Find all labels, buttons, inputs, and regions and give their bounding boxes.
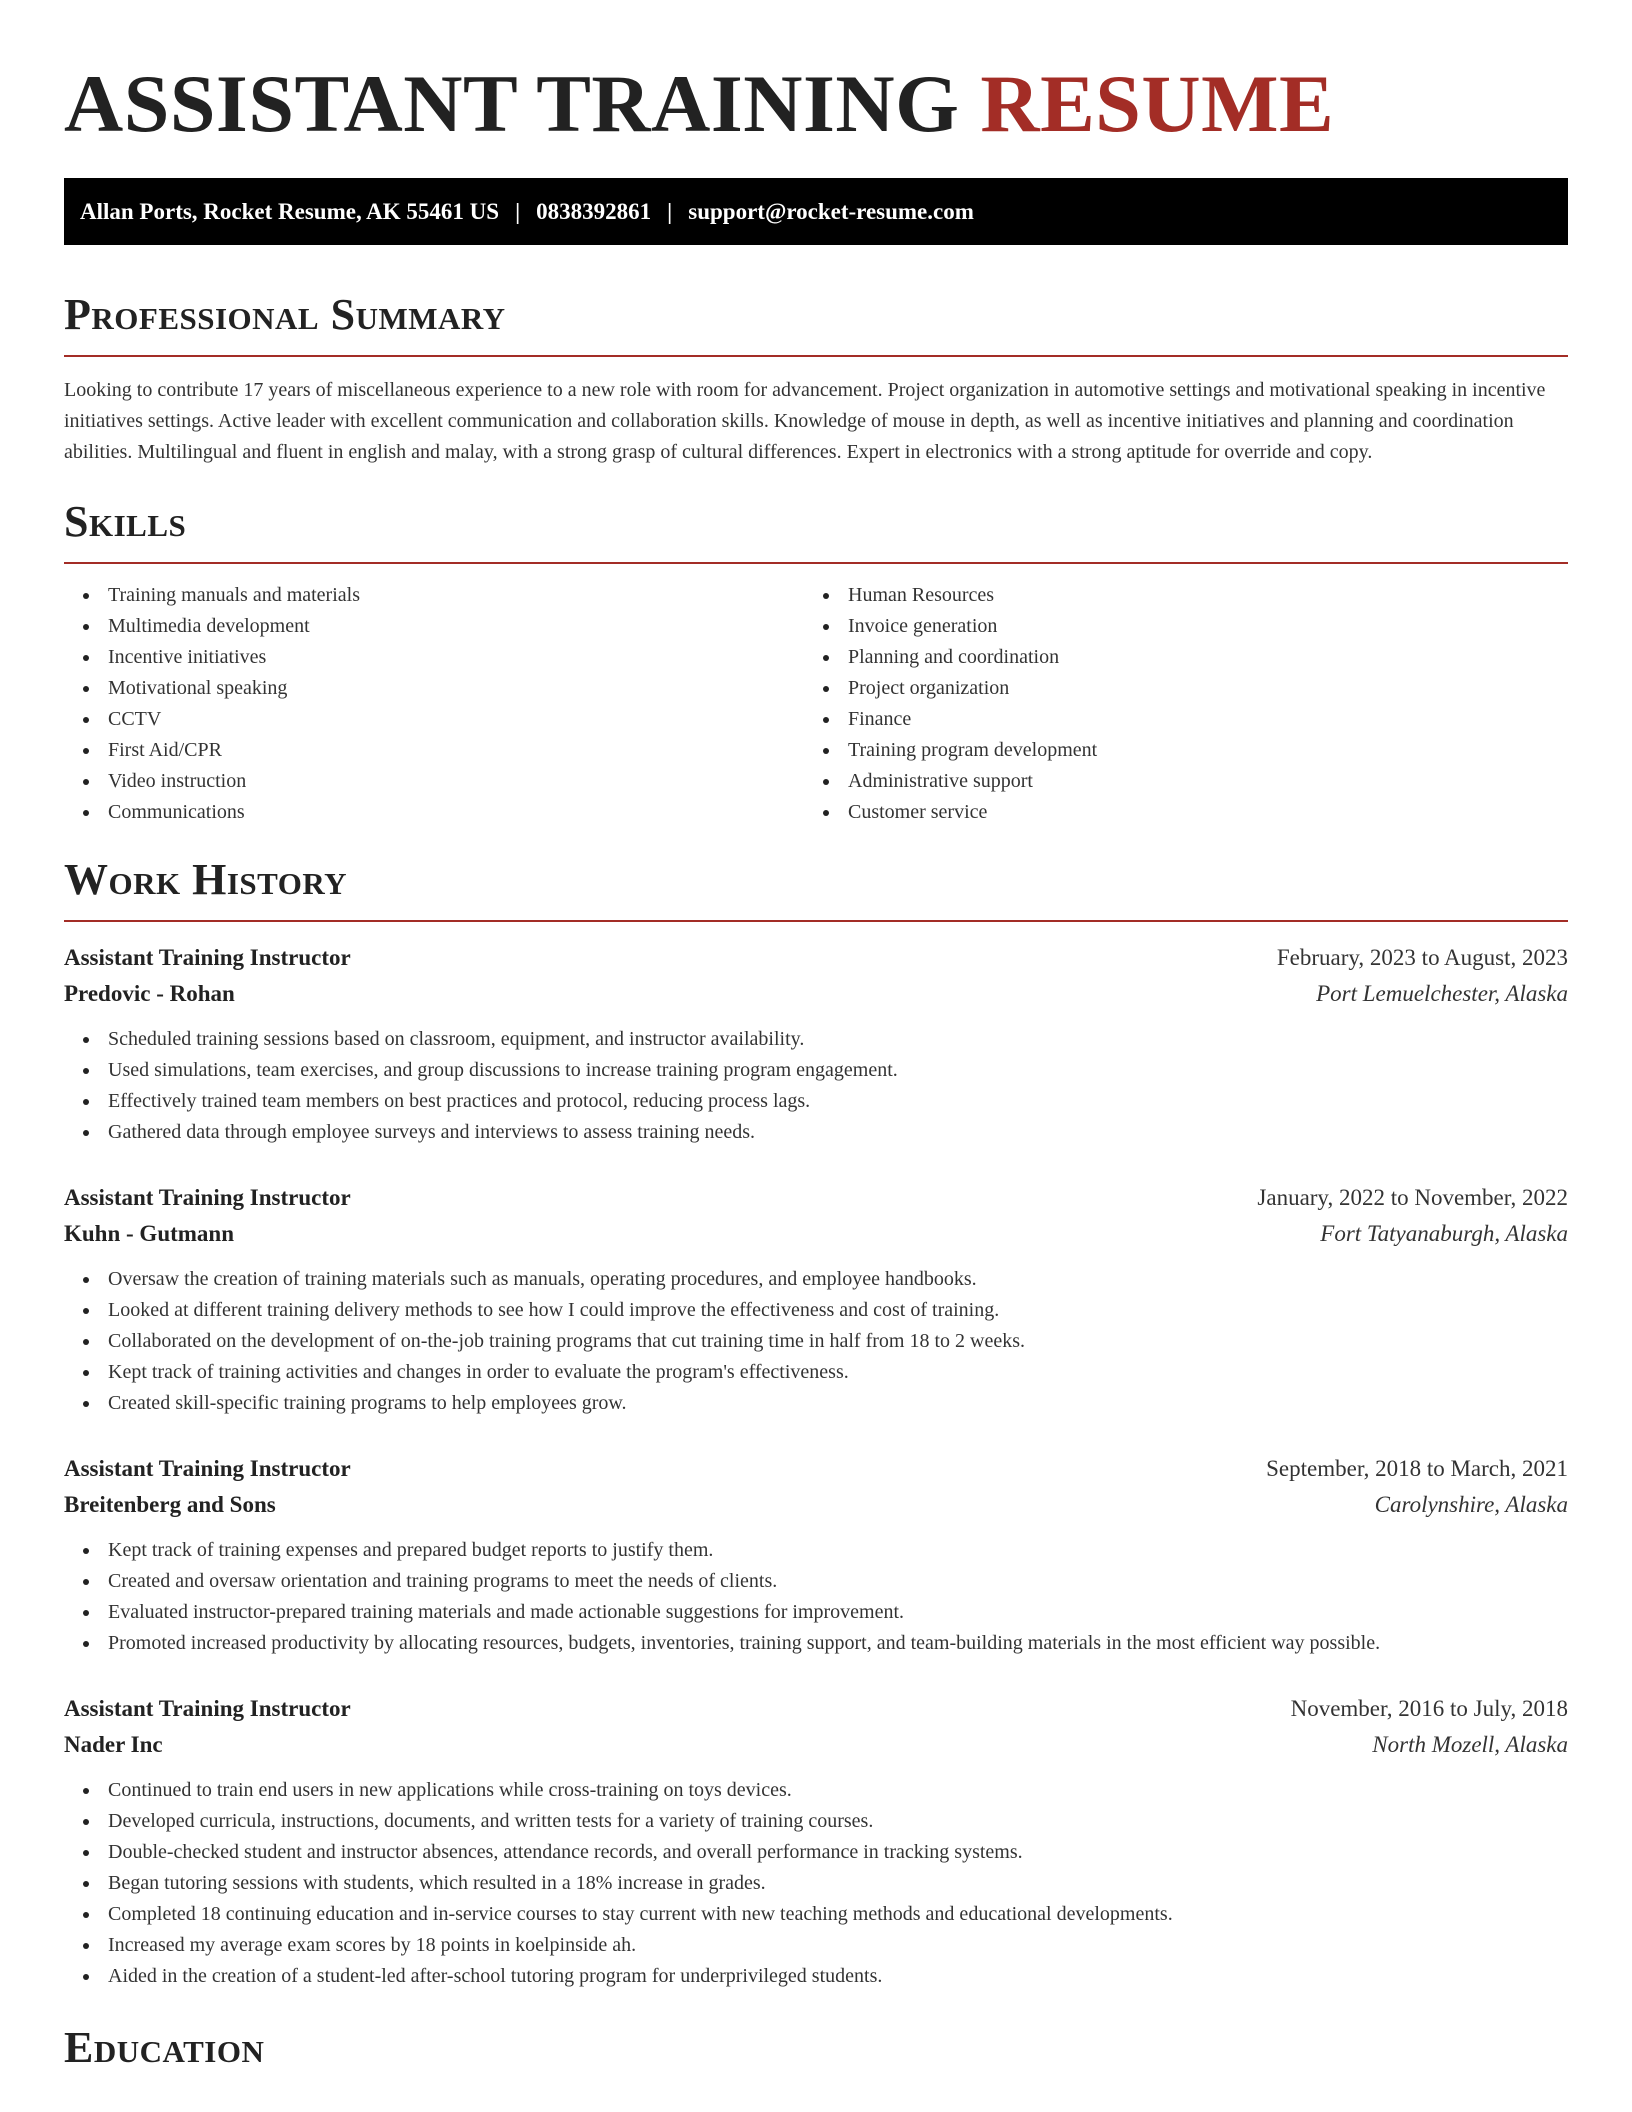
job-header-row [64, 1451, 1568, 1487]
job-company-row [64, 1727, 1568, 1763]
job-dates: February, 2023 to August, 2023 [1276, 945, 1568, 970]
job-bullet: Scheduled training sessions based on classroom, equipment, and instructor availability. [64, 1024, 1568, 1055]
skill-item: Human Resources [804, 580, 1544, 611]
skills-section [64, 496, 1568, 828]
job-bullet: Double-checked student and instructor absences, attendance records, and overall performance in tracking systems. [64, 1837, 1568, 1868]
job-company-row [64, 976, 1568, 1012]
contact-bar [64, 178, 1568, 245]
job-company: Breitenberg and Sons [64, 1492, 276, 1517]
contact-separator: | [667, 198, 673, 224]
job-title: Assistant Training Instructor [64, 1696, 351, 1721]
job-bullet: Looked at different training delivery methods to see how I could improve the effectiveness and cost of training. [64, 1295, 1568, 1326]
job-bullet: Effectively trained team members on best practices and protocol, reducing process lags. [64, 1086, 1568, 1117]
job-bullet: Aided in the creation of a student-led after-school tutoring program for underprivileged students. [64, 1961, 1568, 1992]
skill-item: First Aid/CPR [64, 735, 804, 766]
job-company-row [64, 1216, 1568, 1252]
job-bullet: Gathered data through employee surveys and interviews to assess training needs. [64, 1117, 1568, 1148]
section-divider [64, 562, 1568, 564]
work-history-section [64, 854, 1568, 1992]
job-company: Nader Inc [64, 1732, 163, 1757]
job-header-row [64, 1180, 1568, 1216]
skill-item: Incentive initiatives [64, 642, 804, 673]
job-bullet: Promoted increased productivity by allocating resources, budgets, inventories, training support, and team-building materials in the most efficient way possible. [64, 1628, 1568, 1659]
job-bullet: Oversaw the creation of training materials such as manuals, operating procedures, and employee handbooks. [64, 1264, 1568, 1295]
job-bullet: Kept track of training activities and changes in order to evaluate the program's effectiveness. [64, 1357, 1568, 1388]
job-bullets [64, 1535, 1568, 1659]
skill-item: Communications [64, 797, 804, 828]
contact-email: support@rocket-resume.com [688, 198, 974, 224]
job-company: Kuhn - Gutmann [64, 1221, 235, 1246]
summary-heading: Professional Summary [64, 290, 506, 339]
work-history-heading: Work History [64, 855, 348, 904]
job-bullet: Kept track of training expenses and prepared budget reports to justify them. [64, 1535, 1568, 1566]
job-location: Port Lemuelchester, Alaska [1316, 981, 1568, 1006]
job-title: Assistant Training Instructor [64, 1185, 351, 1210]
skill-item: Invoice generation [804, 611, 1544, 642]
education-heading: Education [64, 2023, 265, 2072]
job-bullet: Continued to train end users in new applications while cross-training on toys devices. [64, 1775, 1568, 1806]
job-dates: September, 2018 to March, 2021 [1266, 1456, 1568, 1481]
job-bullets [64, 1264, 1568, 1419]
job-entry [64, 1691, 1568, 1992]
skills-column-right [804, 580, 1544, 828]
job-entry [64, 1451, 1568, 1659]
job-location: North Mozell, Alaska [1372, 1732, 1568, 1757]
skill-item: Training program development [804, 735, 1544, 766]
job-dates: January, 2022 to November, 2022 [1257, 1185, 1568, 1210]
job-company: Predovic - Rohan [64, 981, 235, 1006]
skill-item: Video instruction [64, 766, 804, 797]
job-bullet: Developed curricula, instructions, documents, and written tests for a variety of training courses. [64, 1806, 1568, 1837]
job-bullet: Evaluated instructor-prepared training materials and made actionable suggestions for improvement. [64, 1597, 1568, 1628]
resume-title-main: ASSISTANT TRAINING [64, 58, 960, 149]
job-title: Assistant Training Instructor [64, 945, 351, 970]
job-bullet: Began tutoring sessions with students, which resulted in a 18% increase in grades. [64, 1868, 1568, 1899]
job-entry [64, 940, 1568, 1148]
job-title: Assistant Training Instructor [64, 1456, 351, 1481]
skill-item: Training manuals and materials [64, 580, 804, 611]
job-bullets [64, 1775, 1568, 1992]
skills-column-left [64, 580, 804, 828]
job-bullet: Created skill-specific training programs to help employees grow. [64, 1388, 1568, 1419]
job-dates: November, 2016 to July, 2018 [1290, 1696, 1568, 1721]
job-bullets [64, 1024, 1568, 1148]
section-divider [64, 355, 1568, 357]
skills-heading: Skills [64, 497, 187, 546]
job-bullet: Completed 18 continuing education and in-service courses to stay current with new teaching methods and educational developments. [64, 1899, 1568, 1930]
job-bullet: Used simulations, team exercises, and group discussions to increase training program engagement. [64, 1055, 1568, 1086]
resume-title-accent: RESUME [980, 58, 1335, 149]
job-entry [64, 1180, 1568, 1419]
job-location: Carolynshire, Alaska [1374, 1492, 1568, 1517]
skill-item: CCTV [64, 704, 804, 735]
skill-item: Multimedia development [64, 611, 804, 642]
summary-section [64, 289, 1568, 468]
job-header-row [64, 940, 1568, 976]
skill-item: Finance [804, 704, 1544, 735]
skill-item: Project organization [804, 673, 1544, 704]
job-bullet: Collaborated on the development of on-the-job training programs that cut training time in half from 18 to 2 weeks. [64, 1326, 1568, 1357]
contact-address: Allan Ports, Rocket Resume, AK 55461 US [80, 198, 500, 224]
skills-grid [64, 580, 1568, 828]
contact-phone: 0838392861 [536, 198, 652, 224]
education-section [64, 2022, 1568, 2074]
summary-text: Looking to contribute 17 years of miscellaneous experience to a new role with room for advancement. Project organization in automotive settings and motivational speaking in incentive initiatives settings. Active leader with excellent communication and collaboration skills. Knowledge of mouse in depth, as well as incentive initiatives and planning and coordination abilities. Multilingual and fluent in english and malay, with a strong grasp of cultural differences. Expert in electronics with a strong aptitude for override and copy. [64, 379, 1546, 463]
contact-separator: | [515, 198, 521, 224]
job-location: Fort Tatyanaburgh, Alaska [1320, 1221, 1568, 1246]
resume-title [64, 0, 1568, 152]
skill-item: Motivational speaking [64, 673, 804, 704]
job-company-row [64, 1487, 1568, 1523]
job-bullet: Created and oversaw orientation and training programs to meet the needs of clients. [64, 1566, 1568, 1597]
section-divider [64, 920, 1568, 922]
job-bullet: Increased my average exam scores by 18 points in koelpinside ah. [64, 1930, 1568, 1961]
skill-item: Customer service [804, 797, 1544, 828]
skill-item: Planning and coordination [804, 642, 1544, 673]
skill-item: Administrative support [804, 766, 1544, 797]
job-header-row [64, 1691, 1568, 1727]
